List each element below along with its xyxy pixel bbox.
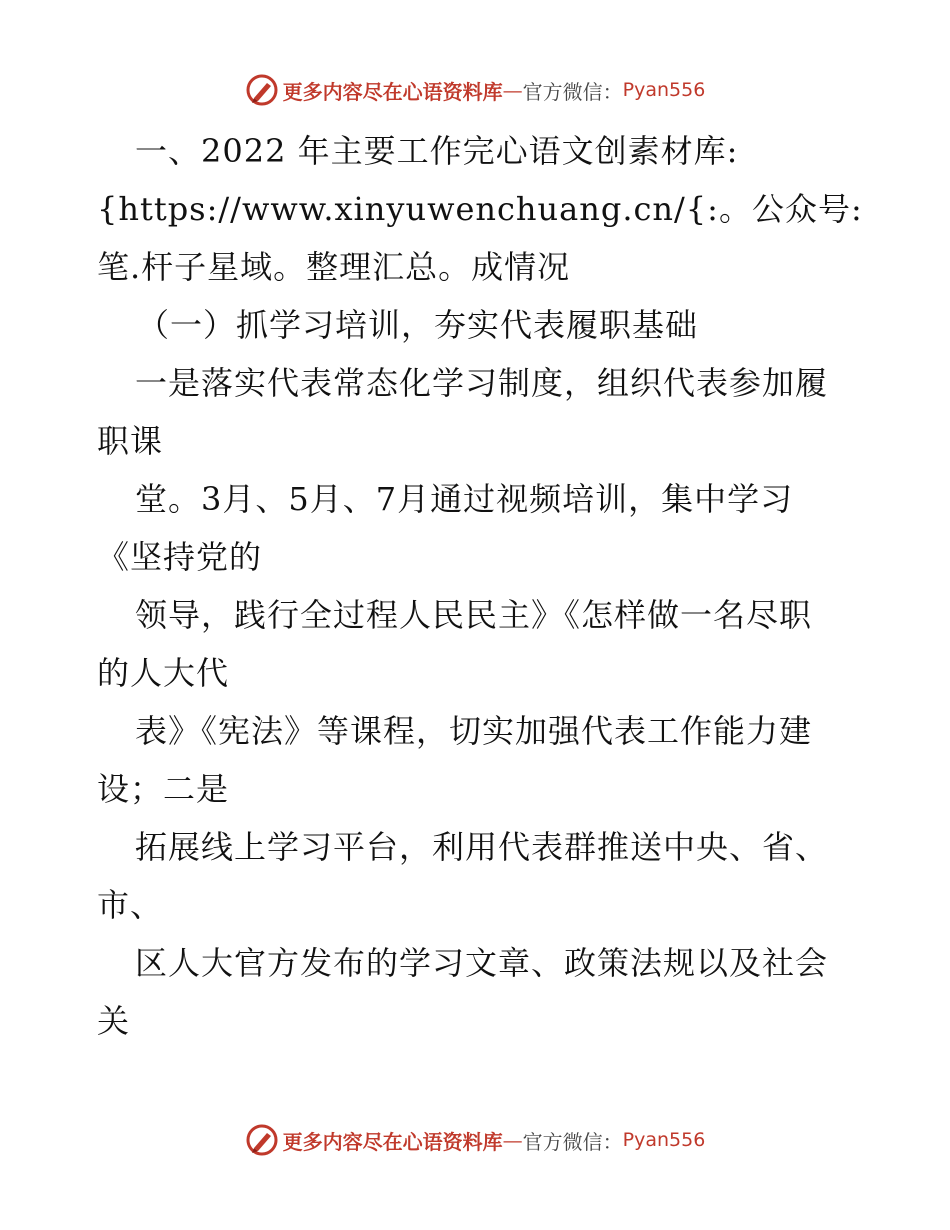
banner-main-text: 更多内容尽在心语资料库: [282, 1129, 503, 1154]
banner-wechat-id: Pyan556: [622, 79, 706, 101]
body-line: {https://www.xinyuwenchuang.cn/{:。公众号:: [97, 190, 863, 228]
document-body: [97, 122, 863, 1050]
body-line: 《坚持党的: [97, 538, 263, 576]
banner-separator: —: [502, 78, 523, 102]
heading-line: 一、2022 年主要工作完心语文创素材库:: [135, 132, 739, 170]
pen-logo-icon: [245, 73, 279, 107]
body-line: 表》《宪法》等课程，切实加强代表工作能力建: [135, 712, 813, 750]
pen-logo-icon: [245, 1123, 279, 1157]
body-line: 领导，践行全过程人民民主》《怎样做一名尽职: [135, 596, 813, 634]
body-line: 一是落实代表常态化学习制度，组织代表参加履: [135, 364, 829, 402]
body-line: 市、: [97, 886, 164, 924]
banner-separator: —: [502, 1128, 523, 1152]
subheading-line: （一）抓学习培训，夯实代表履职基础: [137, 306, 699, 344]
banner-wechat-label: 官方微信：: [522, 1129, 623, 1154]
body-line: 区人大官方发布的学习文章、政策法规以及社会: [135, 944, 829, 982]
body-line: 关: [97, 1002, 131, 1040]
body-line: 设；二是: [97, 770, 230, 808]
banner-wechat-label: 官方微信：: [522, 79, 623, 104]
banner-main-text: 更多内容尽在心语资料库: [282, 79, 503, 104]
body-line: 拓展线上学习平台，利用代表群推送中央、省、: [135, 828, 829, 866]
footer-watermark: [0, 1120, 950, 1160]
body-line: 堂。3月、5月、7月通过视频培训，集中学习: [135, 480, 794, 518]
header-watermark: [0, 70, 950, 110]
body-line: 的人大代: [97, 654, 230, 692]
body-line: 笔.杆子星域。整理汇总。成情况: [97, 248, 571, 286]
banner-wechat-id: Pyan556: [622, 1129, 706, 1151]
body-line: 职课: [97, 422, 164, 460]
